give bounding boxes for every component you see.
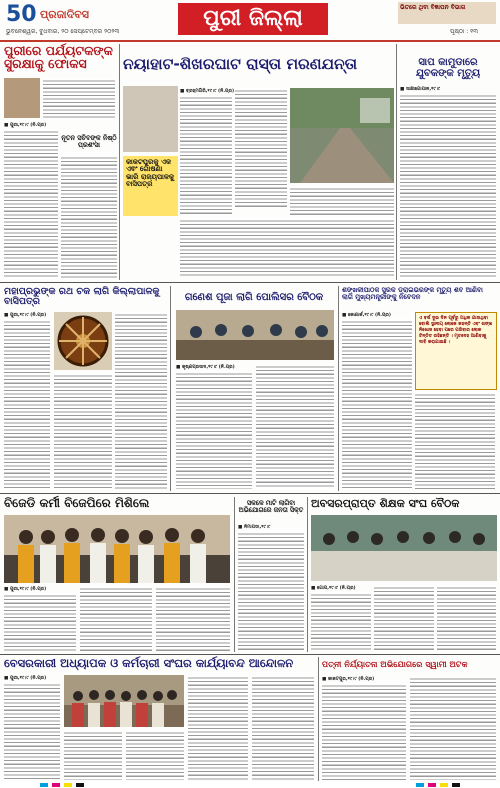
- bjd-text-2: [80, 586, 152, 651]
- tourism-subhead: ନୂତନ ସଚିବଙ୍କ ନିଷ୍ଠି ପ୍ରଶଂସା: [61, 134, 117, 149]
- anniversary-logo: 50: [6, 2, 37, 27]
- tourism-text-2: [4, 129, 58, 279]
- cm-letter-headline: ଶଙ୍ଖକୀପାଠକ ସୁରକ ଡ୍ରାଇଭରଙ୍କ ମୃତ୍ୟୁ ଶବ ଆଣିବା ଲାଗି ମୁଖ୍ୟମନ୍ତ୍ରୀଙ୍କୁ ନିବେଦନ: [342, 286, 483, 301]
- rathyatra-text-1: [4, 319, 50, 489]
- callout-text: ଏ ବର୍ଷ ଦୁଇ ଦିନ ପୂର୍ବରୁ ଅଧିକ ଯାଉଥିବା ବୋଲି ସ୍ଥାନୀୟ ଲୋକେ କହନ୍ତି ଏବଂ ଶଙ୍ଖ ନିଖୋଜ ହେବା ପରେ ପରିବାର ଲୋକ ଚିନ୍ତିତ ରହିଛନ୍ତି । ମୃତଦେହ ଆଣିବାକୁ ଦାବି କରାଯାଇଛି ।: [419, 316, 493, 345]
- tourism-byline: ■ ପୁରୀ,୧୯।୯ (ନି.ପ୍ର): [4, 123, 47, 128]
- top-ad: ଭିତରେ ଥିବା ବିଜ୍ଞାପନ ବିଭାଗ: [398, 2, 496, 24]
- column-rule: [307, 497, 308, 652]
- rathyatra-text-2: [54, 373, 112, 489]
- road-photo-art: [290, 88, 394, 183]
- logo-subtitle: ପ୍ରଜାଦିବସ: [40, 8, 89, 21]
- ganesh-headline: ଗଣେଶ ପୂଜା ଲାଗି ପୋଲିସର ବୈଠକ: [184, 292, 324, 303]
- protest-photo: [64, 675, 184, 727]
- husband-text-1: [322, 683, 406, 780]
- column-rule: [338, 286, 339, 491]
- bjd-headline: ବିଜେଡି କର୍ମୀ ବିଜେପିରେ ମିଶିଲେ: [4, 496, 150, 510]
- retired-teachers-headline: ଅବସରପ୍ରାପ୍ତ ଶିକ୍ଷକ ସଂଘ ବୈଠକ: [311, 497, 460, 510]
- road-byline: ■ ବ୍ରହ୍ମଗିରି,୧୯।୯ (ନି.ପ୍ର): [180, 89, 235, 94]
- color-registration-strip: [0, 782, 500, 788]
- chariot-wheel-icon: [54, 312, 112, 370]
- private-text-2: [64, 730, 122, 780]
- road-text-3: [290, 186, 394, 216]
- husband-headline: ପତ୍ନୀ ନିର୍ଯ୍ୟାତନା ଅଭିଯୋଗରେ ସ୍ୱାମୀ ଅଟକ: [322, 659, 468, 669]
- snake-byline: ■ ସାକ୍ଷୀଗୋପାଳ,୧୯।୯: [400, 87, 441, 92]
- private-text-4: [188, 675, 248, 780]
- quote-box: [123, 156, 178, 216]
- private-teachers-headline: ବେସରକାରୀ ଅଧ୍ୟାପକ ଓ କର୍ମଚାରୀ ସଂଘର କାର୍ଯ୍ୟାବନ୍ଦ ଆନ୍ଦୋଳନ: [4, 656, 294, 670]
- registration-marks: [0, 782, 500, 788]
- road-headline: ନୟାହାଟ-ଶିଖରଘାଟ ରାସ୍ତା ମରଣଯନ୍ତା: [123, 55, 358, 73]
- row-rule: [0, 654, 500, 655]
- tourism-headline: ପୁରୀରେ ପର୍ଯ୍ୟଟକଙ୍କ ସୁରକ୍ଷାକୁ ଫୋକସ: [4, 43, 113, 72]
- page-number: ପୃଷ୍ଠା : ୧୩: [450, 28, 478, 35]
- sand-headline: ସକଳେ ମାଟି ଲାଗିବା ଅଭିଯୋଗରେ ଜନତା ସିକ୍ତ: [238, 499, 304, 514]
- chariot-wheel-photo: [54, 312, 112, 370]
- retired-text-3: [437, 585, 496, 651]
- cm-letter-byline: ■ କୋଣାର୍କ,୧୯।୯ (ନି.ପ୍ର): [342, 313, 391, 318]
- road-text-4: [180, 218, 394, 276]
- rathyatra-byline: ■ ପୁରୀ,୧୯।୯ (ନି.ପ୍ର): [4, 313, 47, 318]
- ganesh-byline: ■ କୃଷ୍ଣପ୍ରସାଦ,୧୯।୯ (ନି.ପ୍ର): [176, 365, 235, 370]
- private-text-1: [4, 682, 60, 780]
- bjd-text-1: [4, 593, 76, 651]
- tourism-text-3: [61, 155, 117, 279]
- bjd-byline: ■ ପୁରୀ,୧୯।୯ (ନି.ପ୍ର): [4, 587, 47, 592]
- road-text-2: [235, 88, 287, 208]
- ganesh-text-2: [256, 364, 334, 489]
- cm-letter-text-2: [415, 392, 495, 489]
- column-rule: [234, 497, 235, 652]
- retired-teachers-photo: [311, 515, 497, 581]
- column-rule: [318, 657, 319, 781]
- page-title: ପୁରୀ ଜିଲ୍ଲା: [178, 3, 328, 35]
- meeting-photo-art: [176, 310, 334, 360]
- road-photo-person: [123, 86, 178, 152]
- column-rule: [119, 44, 120, 280]
- row-rule: [0, 493, 500, 494]
- snake-headline: ସାପ କାମୁଡାରେ ଯୁବକଙ୍କ ମୃତ୍ୟୁ: [415, 57, 481, 79]
- retired-text-2: [374, 585, 434, 651]
- private-text-5: [252, 675, 314, 780]
- ganesh-text-1: [176, 371, 252, 489]
- tourism-photo: [4, 78, 40, 118]
- cm-letter-text-1: [342, 319, 412, 489]
- private-teachers-byline: ■ ପୁରୀ,୧୯।୯ (ନି.ପ୍ର): [4, 676, 47, 681]
- quote-box-text: କାକଟପୁରକୁ ଏକ ଏଵଂ ଗୋଷଣା ଭାରି ରାଜ୍ୟପାଳକୁ ବାସିପତ୍ର: [126, 158, 175, 189]
- road-text-1: [180, 95, 232, 215]
- sand-text: [238, 531, 304, 651]
- retired-text-1: [311, 592, 371, 651]
- private-text-3: [126, 730, 184, 780]
- cm-letter-callout: [415, 312, 497, 390]
- column-rule: [396, 44, 397, 280]
- husband-text-2: [410, 676, 496, 780]
- sand-byline: ■ ନିମାପଡା,୧୯।୯: [238, 525, 271, 530]
- police-meeting-photo: [176, 310, 334, 360]
- protest-photo-art: [64, 675, 184, 727]
- rathyatra-headline: ମହାପ୍ରଭୁଙ୍କ ରଥ ଚକ ଲାଗି କିଲ୍ଲାପାଳକୁ ବାସିପତ୍ର: [4, 286, 160, 307]
- bjd-group-photo: [4, 515, 230, 583]
- bjd-text-3: [156, 586, 230, 651]
- rathyatra-text-3: [115, 312, 167, 489]
- row-rule: [0, 282, 500, 283]
- snake-text: [400, 93, 496, 279]
- column-rule: [170, 286, 171, 491]
- teachers-photo-art: [311, 515, 497, 581]
- retired-teachers-byline: ■ ଗୋପ,୧୯।୯ (ନି.ପ୍ର): [311, 586, 356, 591]
- tourism-text-1: [43, 78, 115, 120]
- dateline: ଭୁବନେଶ୍ୱର, ବୁଧବାର, ୨୦ ସେପ୍ଟେମ୍ବର ୨୦୨୩: [6, 28, 120, 35]
- group-photo-art: [4, 515, 230, 583]
- road-photo: [290, 88, 394, 183]
- husband-byline: ■ କାକଟପୁର,୧୯।୯ (ନି.ପ୍ର): [322, 677, 375, 682]
